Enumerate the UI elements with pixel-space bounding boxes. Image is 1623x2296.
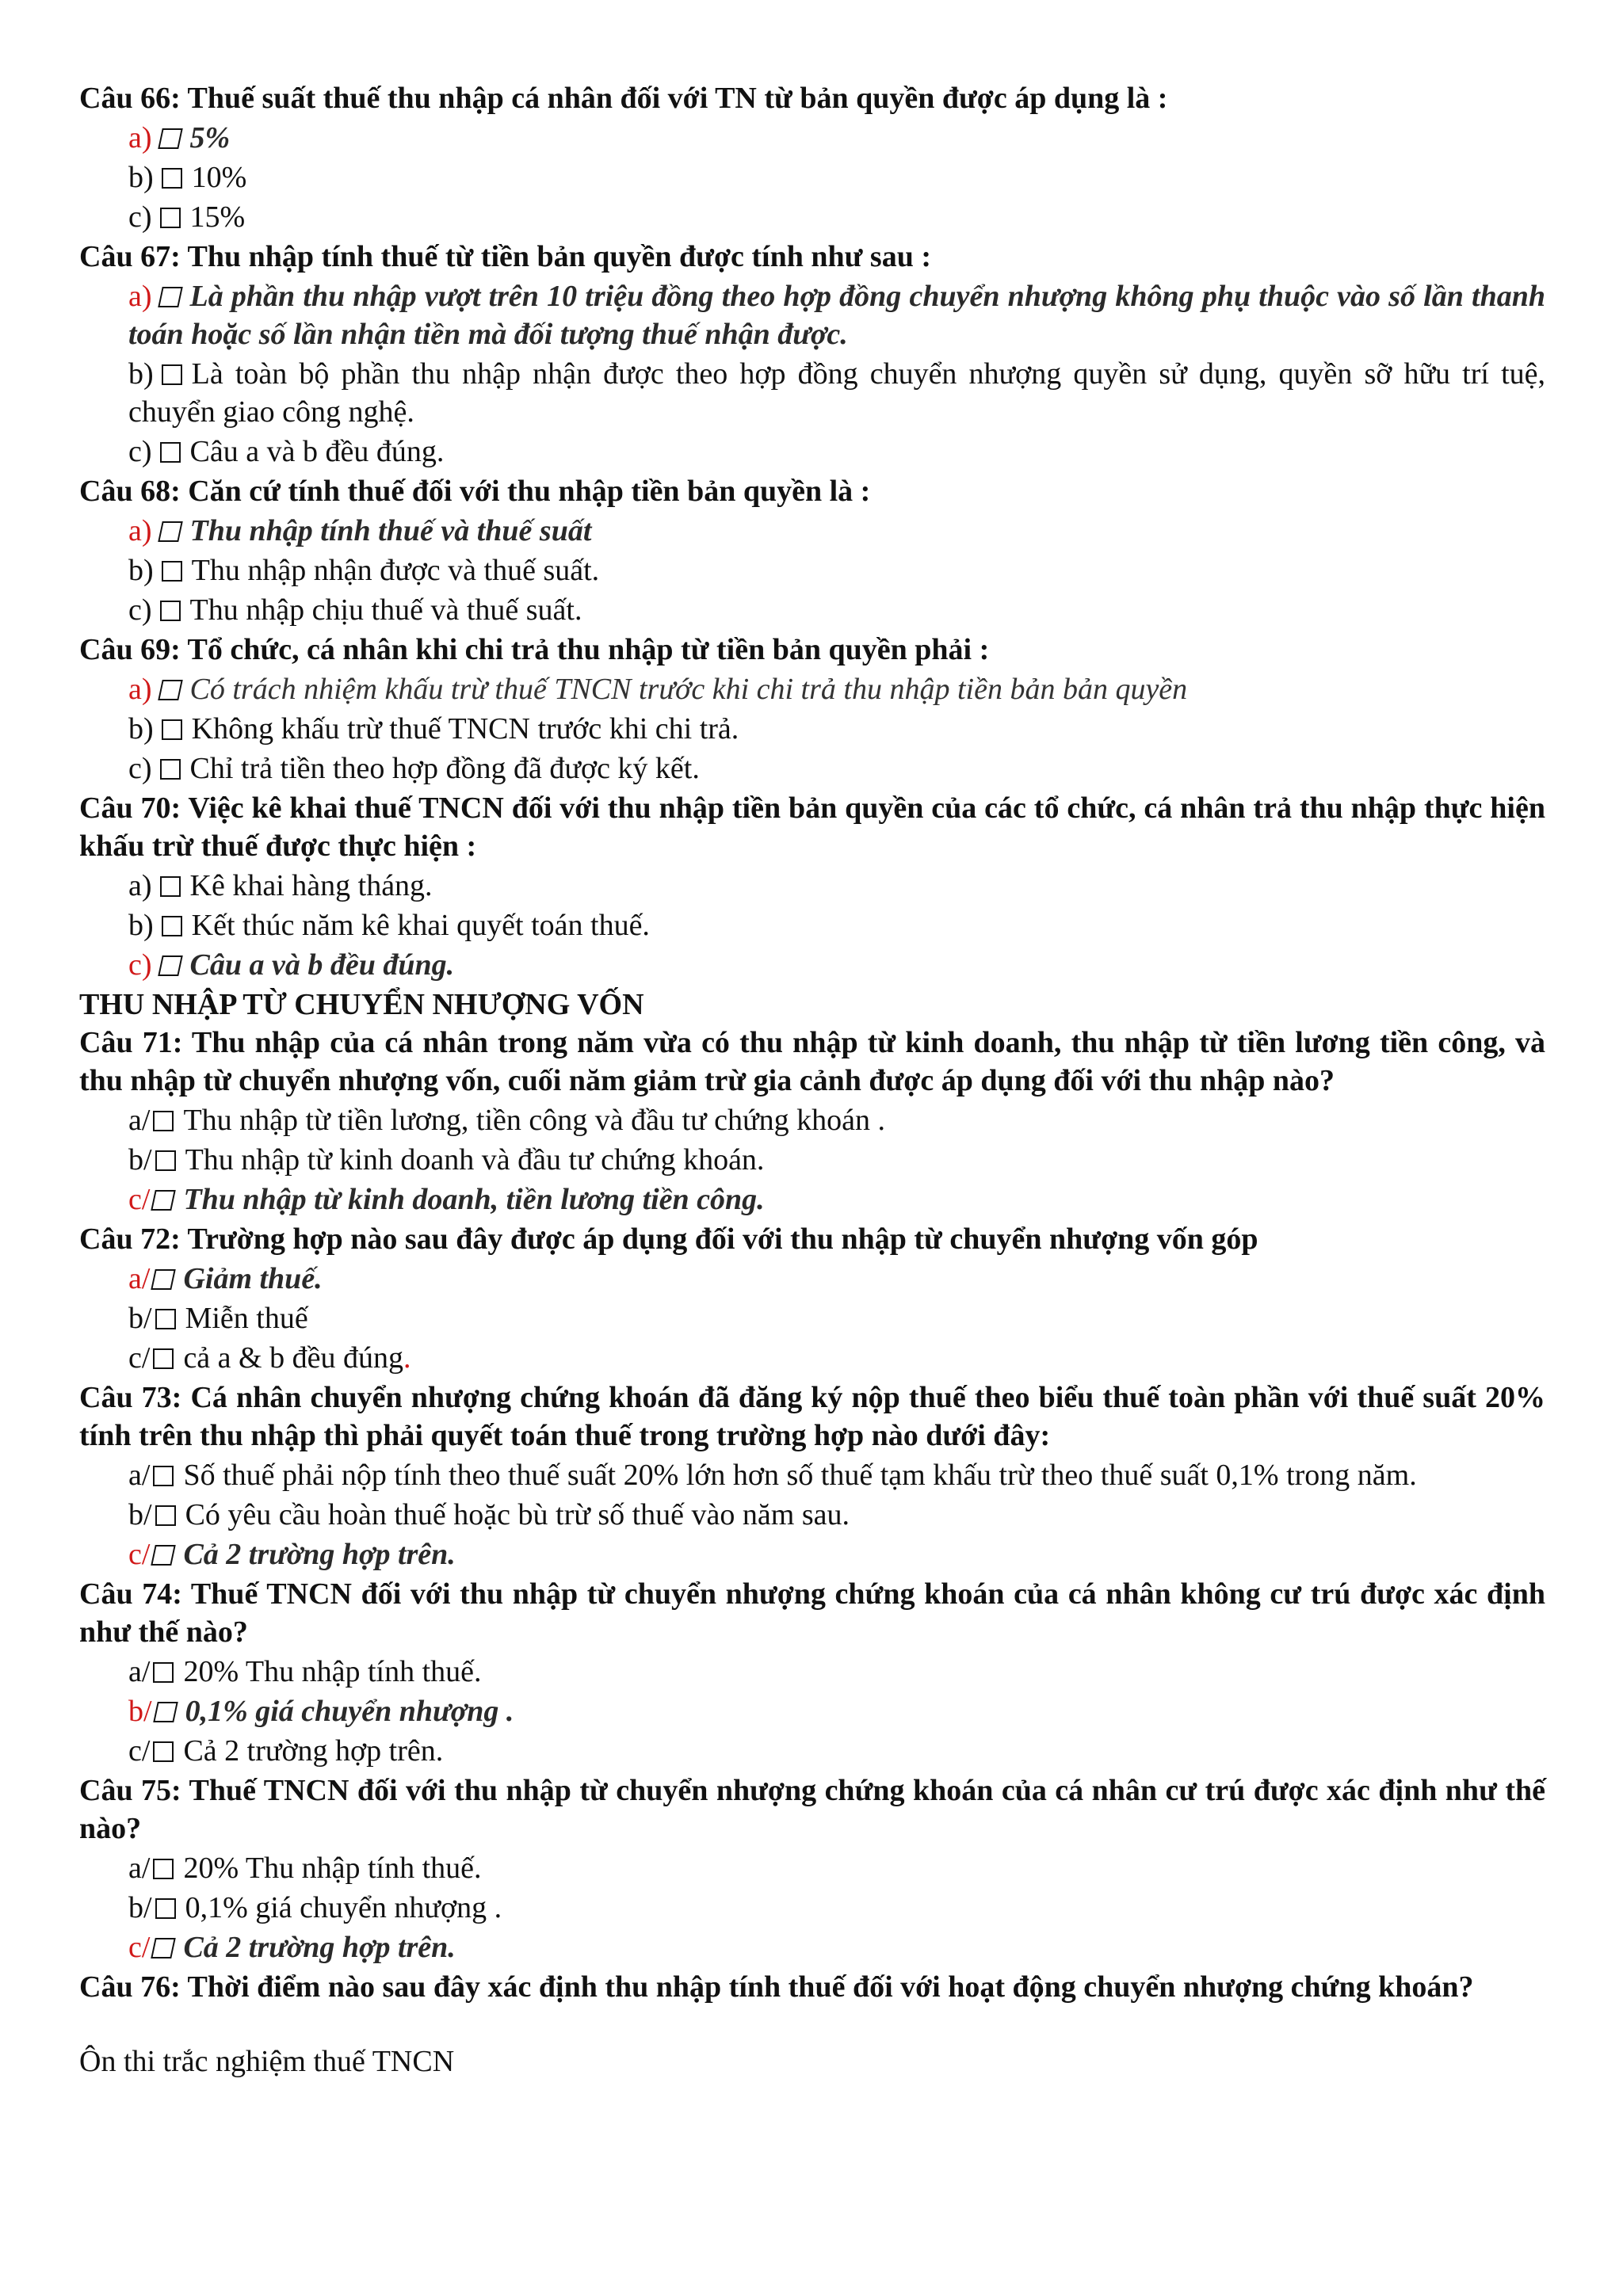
option-key: c)	[128, 948, 152, 982]
checkbox-icon	[153, 1741, 174, 1762]
option-text: Số thuế phải nộp tính theo thuế suất 20% lớn hơn số thuế tạm khấu trừ theo thuế suất 0,1% trong năm.	[183, 1459, 1417, 1492]
option-key: c/	[128, 1183, 151, 1216]
option-text: Cả 2 trường hợp trên.	[183, 1538, 456, 1571]
option-74-b	[79, 1692, 1545, 1730]
option-key: c)	[128, 593, 152, 627]
option-text: Miễn thuế	[185, 1302, 308, 1335]
checkbox-icon	[153, 1348, 174, 1369]
question-67: Câu 67: Thu nhập tính thuế từ tiền bản quyền được tính như sau :	[79, 240, 932, 273]
checkbox-icon	[158, 521, 183, 542]
document-page	[79, 79, 1545, 2081]
option-key: a/	[128, 1104, 151, 1137]
option-key: c/	[128, 1538, 151, 1571]
checkbox-icon	[151, 1938, 177, 1958]
option-74-a	[79, 1653, 1545, 1691]
option-end-mark: .	[403, 1341, 411, 1375]
option-key: a)	[128, 280, 152, 313]
option-text: Thu nhập chịu thuế và thuế suất.	[189, 593, 582, 627]
checkbox-icon	[153, 1111, 174, 1131]
option-key: b/	[128, 1498, 152, 1531]
option-key: a)	[128, 869, 152, 902]
option-text: Thu nhập từ kinh doanh, tiền lương tiền công.	[183, 1183, 765, 1216]
option-70-c	[79, 946, 1545, 984]
option-text: Thu nhập tính thuế và thuế suất	[189, 514, 592, 547]
option-key: b)	[128, 161, 154, 194]
option-text: cả a & b đều đúng	[183, 1341, 403, 1375]
checkbox-icon	[162, 916, 182, 936]
checkbox-icon	[160, 442, 181, 463]
question-68: Câu 68: Căn cứ tính thuế đối với thu nhập tiền bản quyền là :	[79, 475, 871, 508]
option-key: c)	[128, 752, 152, 785]
option-66-a	[79, 119, 1545, 157]
checkbox-icon	[155, 1150, 176, 1171]
section-title: THU NHẬP TỪ CHUYỂN NHƯỢNG VỐN	[79, 988, 644, 1021]
option-68-a	[79, 512, 1545, 550]
option-71-a	[79, 1101, 1545, 1139]
option-text: Là toàn bộ phần thu nhập nhận được theo hợp đồng chuyển nhượng quyền sử dụng, quyền sỡ hữu trí tuệ, chuyển giao công nghệ.	[128, 357, 1545, 429]
option-68-b	[79, 551, 1545, 589]
option-key: a/	[128, 1852, 151, 1885]
checkbox-icon	[151, 1269, 177, 1290]
option-71-b	[79, 1141, 1545, 1179]
option-69-b	[79, 710, 1545, 748]
option-66-c	[79, 198, 1545, 236]
option-75-b	[79, 1889, 1545, 1927]
option-key: b)	[128, 554, 154, 587]
option-key: c)	[128, 200, 152, 234]
option-67-c	[79, 433, 1545, 471]
option-key: b/	[128, 1695, 152, 1728]
option-75-a	[79, 1849, 1545, 1887]
option-72-a	[79, 1260, 1545, 1298]
option-70-b	[79, 906, 1545, 944]
option-73-b	[79, 1496, 1545, 1534]
option-text: Có yêu cầu hoàn thuế hoặc bù trừ số thuế vào năm sau.	[185, 1498, 850, 1531]
option-text: 5%	[189, 121, 231, 154]
option-text: Không khấu trừ thuế TNCN trước khi chi trả.	[191, 712, 739, 746]
option-72-c	[79, 1339, 1545, 1377]
option-74-c	[79, 1732, 1545, 1770]
question-74: Câu 74: Thuế TNCN đối với thu nhập từ chuyển nhượng chứng khoán của cá nhân không cư trú được xác định như thế nào?	[79, 1577, 1545, 1649]
question-72: Câu 72: Trường hợp nào sau đây được áp dụng đối với thu nhập từ chuyển nhượng vốn góp	[79, 1222, 1258, 1256]
option-69-c	[79, 749, 1545, 788]
checkbox-icon	[158, 287, 183, 307]
option-key: a/	[128, 1459, 151, 1492]
option-text: Giảm thuế.	[183, 1262, 323, 1295]
option-text: 10%	[191, 161, 247, 194]
option-key: b)	[128, 909, 154, 942]
option-text: Cả 2 trường hợp trên.	[183, 1931, 456, 1964]
option-text: 20% Thu nhập tính thuế.	[183, 1852, 482, 1885]
option-key: c)	[128, 435, 152, 468]
checkbox-icon	[162, 719, 182, 740]
option-key: b/	[128, 1143, 152, 1177]
option-text: Kết thúc năm kê khai quyết toán thuế.	[191, 909, 650, 942]
option-66-b	[79, 158, 1545, 196]
checkbox-icon	[151, 1545, 177, 1566]
option-72-b	[79, 1299, 1545, 1337]
option-key: c/	[128, 1931, 151, 1964]
checkbox-icon	[153, 1466, 174, 1486]
option-key: a)	[128, 514, 152, 547]
option-text: Là phần thu nhập vượt trên 10 triệu đồng theo hợp đồng chuyển nhượng không phụ thuộc vào số lần thanh toán hoặc số lần nhận tiền mà đối tượng thuế nhận được.	[128, 280, 1545, 351]
checkbox-icon	[160, 601, 181, 621]
option-text: Cả 2 trường hợp trên.	[183, 1734, 444, 1768]
checkbox-icon	[153, 1702, 178, 1722]
option-text: Thu nhập nhận được và thuế suất.	[191, 554, 600, 587]
option-key: b)	[128, 357, 154, 391]
question-73: Câu 73: Cá nhân chuyển nhượng chứng khoán đã đăng ký nộp thuế theo biểu thuế toàn phần với thuế suất 20% tính trên thu nhập thì phải quyết toán thuế trong trường hợp nào dưới đây:	[79, 1381, 1545, 1452]
option-68-c	[79, 591, 1545, 629]
checkbox-icon	[151, 1190, 177, 1211]
option-key: b/	[128, 1891, 152, 1924]
checkbox-icon	[160, 759, 181, 780]
checkbox-icon	[155, 1309, 176, 1329]
checkbox-icon	[153, 1859, 174, 1879]
question-76: Câu 76: Thời điểm nào sau đây xác định thu nhập tính thuế đối với hoạt động chuyển nhượng chứng khoán?	[79, 1970, 1474, 2004]
question-71: Câu 71: Thu nhập của cá nhân trong năm vừa có thu nhập từ kinh doanh, thu nhập từ tiền lương tiền công, và thu nhập từ chuyển nhượng vốn, cuối năm giảm trừ gia cảnh được áp dụng đối với thu nhập nào?	[79, 1026, 1545, 1097]
question-69: Câu 69: Tổ chức, cá nhân khi chi trả thu nhập từ tiền bản quyền phải :	[79, 633, 990, 666]
option-67-b	[79, 355, 1545, 431]
checkbox-icon	[158, 680, 183, 700]
option-key: c/	[128, 1734, 151, 1768]
question-70: Câu 70: Việc kê khai thuế TNCN đối với thu nhập tiền bản quyền của các tổ chức, cá nhân trả thu nhập thực hiện khấu trừ thuế được thực hiện :	[79, 791, 1545, 863]
option-text: 0,1% giá chuyển nhượng .	[185, 1891, 502, 1924]
option-text: Thu nhập từ tiền lương, tiền công và đầu tư chứng khoán .	[183, 1104, 885, 1137]
option-text: Câu a và b đều đúng.	[189, 948, 455, 982]
option-key: a/	[128, 1655, 151, 1688]
option-75-c	[79, 1928, 1545, 1966]
option-73-c	[79, 1535, 1545, 1573]
checkbox-icon	[155, 1505, 176, 1526]
option-text: 15%	[189, 200, 246, 234]
page-footer: Ôn thi trắc nghiệm thuế TNCN	[79, 2045, 455, 2078]
checkbox-icon	[160, 208, 181, 228]
spacer	[79, 2006, 1545, 2042]
option-67-a	[79, 277, 1545, 353]
option-71-c	[79, 1180, 1545, 1219]
option-text: Chỉ trả tiền theo hợp đồng đã được ký kết.	[189, 752, 700, 785]
checkbox-icon	[155, 1898, 176, 1919]
option-text: 20% Thu nhập tính thuế.	[183, 1655, 482, 1688]
option-key: a/	[128, 1262, 151, 1295]
option-text: Câu a và b đều đúng.	[189, 435, 445, 468]
option-text: Có trách nhiệm khấu trừ thuế TNCN trước khi chi trả thu nhập tiền bản bản quyền	[189, 673, 1188, 706]
checkbox-icon	[160, 876, 181, 897]
checkbox-icon	[158, 955, 183, 976]
checkbox-icon	[162, 561, 182, 582]
checkbox-icon	[162, 364, 182, 385]
option-key: b)	[128, 712, 154, 746]
checkbox-icon	[162, 168, 182, 189]
option-key: c/	[128, 1341, 151, 1375]
option-73-a	[79, 1456, 1545, 1494]
question-66: Câu 66: Thuế suất thuế thu nhập cá nhân đối với TN từ bản quyền được áp dụng là :	[79, 82, 1168, 115]
option-text: Thu nhập từ kinh doanh và đầu tư chứng khoán.	[185, 1143, 765, 1177]
option-70-a	[79, 867, 1545, 905]
option-key: a)	[128, 121, 152, 154]
checkbox-icon	[153, 1662, 174, 1683]
option-text: 0,1% giá chuyển nhượng .	[185, 1695, 514, 1728]
option-key: b/	[128, 1302, 152, 1335]
option-69-a	[79, 670, 1545, 708]
checkbox-icon	[158, 128, 183, 149]
question-75: Câu 75: Thuế TNCN đối với thu nhập từ chuyển nhượng chứng khoán của cá nhân cư trú được xác định như thế nào?	[79, 1774, 1545, 1845]
option-key: a)	[128, 673, 152, 706]
option-text: Kê khai hàng tháng.	[189, 869, 433, 902]
